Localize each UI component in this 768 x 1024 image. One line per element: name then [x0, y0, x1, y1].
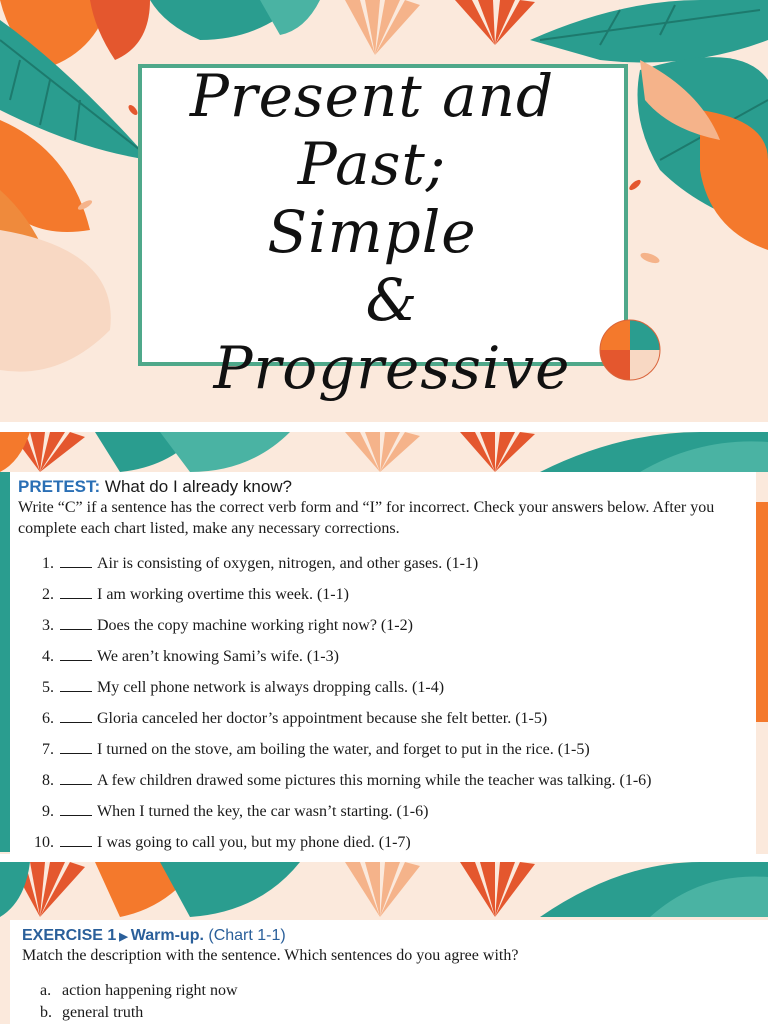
list-item	[18, 801, 758, 832]
item-text: Gloria canceled her doctor’s appointment because she felt better. (1-5)	[97, 710, 548, 727]
list-item	[40, 1002, 238, 1024]
exercise-heading	[22, 927, 286, 945]
item-number: 10.	[34, 834, 54, 851]
tropical-leaves-decoration	[0, 862, 768, 922]
option-letter: b.	[40, 1004, 52, 1021]
slide-gap	[0, 854, 768, 862]
title-line-3: Simple	[267, 198, 477, 266]
item-number: 1.	[42, 555, 54, 572]
answer-blank[interactable]	[60, 739, 92, 754]
slide-gap	[0, 422, 768, 432]
answer-blank[interactable]	[60, 584, 92, 599]
list-item	[18, 646, 758, 677]
title-line-1: Present and	[189, 62, 555, 130]
list-item	[18, 770, 758, 801]
exercise-instructions: Match the description with the sentence. Which sentences do you agree with?	[22, 947, 519, 964]
answer-blank[interactable]	[60, 553, 92, 568]
pretest-instructions: Write “C” if a sentence has the correct verb form and “I” for incorrect. Check your answers below. After you complete each chart listed, make any necessary corrections.	[18, 499, 715, 537]
cover-slide	[0, 0, 768, 422]
item-number: 2.	[42, 586, 54, 603]
item-text: I am working overtime this week. (1-1)	[97, 586, 349, 603]
list-item	[40, 980, 238, 1002]
item-text: Air is consisting of oxygen, nitrogen, and other gases. (1-1)	[97, 555, 479, 572]
item-text: We aren’t knowing Sami’s wife. (1-3)	[97, 648, 339, 665]
answer-blank[interactable]	[60, 708, 92, 723]
presentation-title	[152, 62, 592, 402]
answer-blank[interactable]	[60, 615, 92, 630]
item-text: I turned on the stove, am boiling the water, and forget to put in the rice. (1-5)	[97, 741, 590, 758]
exercise-label: EXERCISE 1	[22, 927, 117, 944]
exercise-title: Warm-up.	[130, 927, 204, 944]
option-text: general truth	[62, 1004, 144, 1021]
item-number: 8.	[42, 772, 54, 789]
list-item	[18, 677, 758, 708]
item-text: When I turned the key, the car wasn’t starting. (1-6)	[97, 803, 429, 820]
item-text: I was going to call you, but my phone died. (1-7)	[97, 834, 411, 851]
title-line-2: Past;	[297, 130, 447, 198]
list-item	[18, 615, 758, 646]
title-line-4: & Progressive	[213, 266, 571, 402]
answer-blank[interactable]	[60, 832, 92, 847]
item-number: 5.	[42, 679, 54, 696]
chart-reference: (Chart 1-1)	[208, 927, 286, 944]
triangle-right-icon: ▶	[119, 931, 128, 943]
answer-blank[interactable]	[60, 801, 92, 816]
list-item	[18, 708, 758, 739]
list-item	[18, 739, 758, 770]
item-number: 6.	[42, 710, 54, 727]
pretest-heading	[18, 477, 292, 497]
item-number: 3.	[42, 617, 54, 634]
exercise-options	[40, 980, 238, 1024]
answer-blank[interactable]	[60, 646, 92, 661]
item-number: 4.	[42, 648, 54, 665]
item-number: 9.	[42, 803, 54, 820]
item-text: Does the copy machine working right now? (1-2)	[97, 617, 413, 634]
answer-blank[interactable]	[60, 770, 92, 785]
pretest-items	[18, 553, 758, 863]
answer-blank[interactable]	[60, 677, 92, 692]
item-number: 7.	[42, 741, 54, 758]
item-text: My cell phone network is always dropping calls. (1-4)	[97, 679, 445, 696]
pretest-subtitle: What do I already know?	[100, 477, 293, 496]
pretest-label: PRETEST:	[18, 477, 101, 496]
option-text: action happening right now	[62, 982, 238, 999]
beach-ball-icon	[598, 318, 662, 382]
list-item	[18, 584, 758, 615]
list-item	[18, 553, 758, 584]
item-text: A few children drawed some pictures this morning while the teacher was talking. (1-6)	[97, 772, 652, 789]
option-letter: a.	[40, 982, 52, 999]
